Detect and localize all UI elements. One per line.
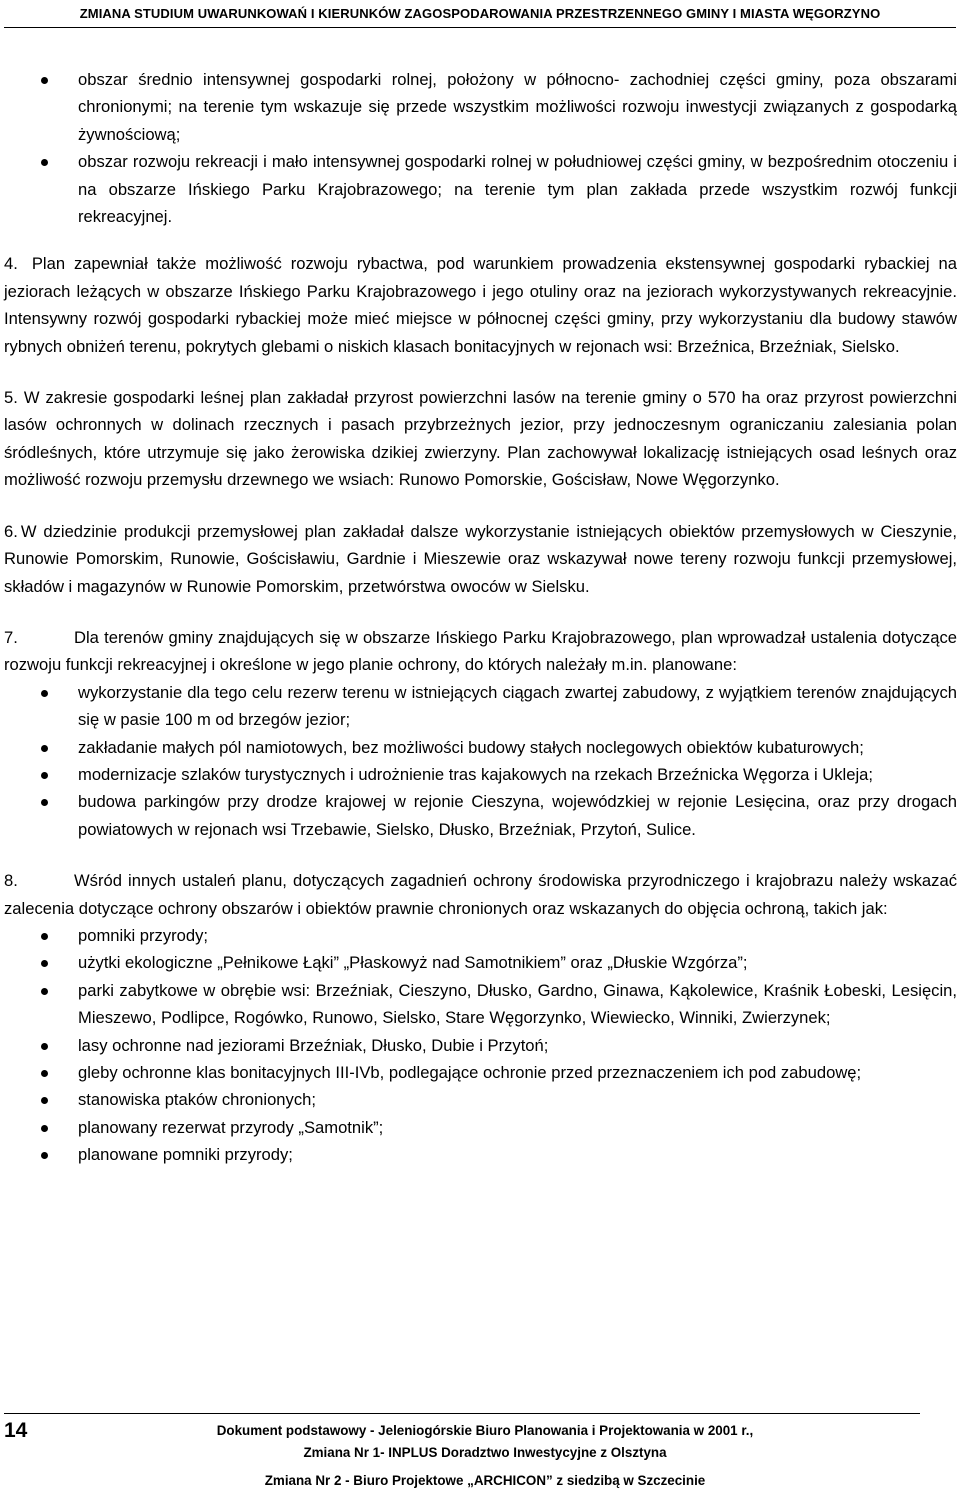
footer-line-1: Dokument podstawowy - Jeleniogórskie Biuro Planowania i Projektowania w 2001 r., (216, 1423, 754, 1438)
document-footer (195, 1420, 775, 1492)
list-item: gleby ochronne klas bonitacyjnych III-IVb, podlegające ochronie przed przeznaczeniem ich pod zabudowę; (4, 1059, 957, 1086)
section-6 (4, 518, 957, 600)
section-4 (4, 250, 957, 360)
footer-line-3: Zmiana Nr 2 - Biuro Projektowe „ARCHICON” z siedzibą w Szczecinie (264, 1473, 706, 1488)
list-item: planowane pomniki przyrody; (4, 1141, 957, 1168)
section-number: 6. (4, 521, 18, 541)
section-text: W dziedzinie produkcji przemysłowej plan zakładał dalsze wykorzystanie istniejących obiektów przemysłowych w Cieszynie, Runowie Pomorskim, Runowie, Gościsławiu, Gardnie i Mieszewie oraz wskazywał nowe tereny rozwoju funkcji przemysłowej, składów i magazynów w Runowie Pomorskim, przetwórstwa owoców w Sielsku. (4, 521, 957, 596)
section-7 (4, 624, 957, 679)
page-number: 14 (4, 1419, 28, 1442)
list-item: obszar średnio intensywnej gospodarki rolnej, położony w północno- zachodniej części gminy, poza obszarami chronionymi; na terenie tym wskazuje się przede wszystkim możliwości rozwoju inwestycji związanych z gospodarką żywnościową; (4, 66, 957, 148)
list-item: wykorzystanie dla tego celu rezerw terenu w istniejących ciągach zwartej zabudowy, z wyjątkiem terenów znajdujących się w pasie 100 m od brzegów jezior; (4, 679, 957, 734)
section-number: 4. (4, 254, 18, 274)
list-item: obszar rozwoju rekreacji i mało intensywnej gospodarki rolnej w południowej części gminy, w bezpośrednim otoczeniu i na obszarze Ińskiego Parku Krajobrazowego; na terenie tym plan zakłada przede wszystkim rozwój funkcji rekreacyjnej. (4, 148, 957, 230)
document-body (4, 66, 957, 1193)
document-header: ZMIANA STUDIUM UWARUNKOWAŃ I KIERUNKÓW ZAGOSPODAROWANIA PRZESTRZENNEGO GMINY I MIASTA WĘGORZYNO (79, 6, 881, 21)
footer-line-2: Zmiana Nr 1- INPLUS Doradztwo Inwestycyjne z Olsztyna (303, 1444, 667, 1460)
section-text: W zakresie gospodarki leśnej plan zakładał przyrost powierzchni lasów na terenie gminy o 570 ha oraz przyrost powierzchni lasów ochronnych w dolinach rzecznych i pasach przybrzeżnych jezior, przy jednoczesnym ograniczaniu zalesiania polan śródleśnych, które utrzymuje się jako żerowiska dzikiej zwierzyny. Plan zachowywał lokalizację istniejących osad leśnych oraz możliwość rozwoju przemysłu drzewnego we wsiach: Runowo Pomorskie, Gościsław, Nowe Węgorzynko. (4, 388, 957, 490)
section-text: Wśród innych ustaleń planu, dotyczących zagadnień ochrony środowiska przyrodniczego i krajobrazu należy wskazać zalecenia dotyczące ochrony obszarów i obiektów prawnie chronionych oraz wskazanych do objęcia ochroną, takich jak: (4, 871, 957, 918)
list-item: budowa parkingów przy drodze krajowej w rejonie Cieszyna, wojewódzkiej w rejonie Lesięcina, oraz przy drogach powiatowych w rejonach wsi Trzebawie, Sielsko, Dłusko, Brzeźniak, Przytoń, Sulice. (4, 788, 957, 843)
list-item: zakładanie małych pól namiotowych, bez możliwości budowy stałych noclegowych obiektów kubaturowych; (4, 734, 957, 761)
section-number: 8. (4, 871, 18, 891)
list-item: pomniki przyrody; (4, 922, 957, 949)
section-5 (4, 384, 957, 494)
list-item: modernizacje szlaków turystycznych i udrożnienie tras kajakowych na rzekach Brzeźnicka Węgorza i Ukleja; (4, 761, 957, 788)
section-text: Dla terenów gminy znajdujących się w obszarze Ińskiego Parku Krajobrazowego, plan wprowadzał ustalenia dotyczące rozwoju funkcji rekreacyjnej i określone w jego planie ochrony, do których należały m.in. planowane: (4, 627, 957, 675)
section-8-bullet-list (4, 922, 957, 1169)
section-8 (4, 867, 957, 922)
section-7-bullet-list (4, 679, 957, 843)
footer-divider (4, 1413, 920, 1414)
list-item: stanowiska ptaków chronionych; (4, 1086, 957, 1113)
header-divider (4, 27, 956, 28)
list-item: parki zabytkowe w obrębie wsi: Brzeźniak, Cieszyno, Dłusko, Gardno, Ginawa, Kąkolewice, Kraśnik Łobeski, Lesięcin, Mieszewo, Podlipce, Rogówko, Runowo, Sielsko, Stare Węgorzynko, Wiewiecko, Winniki, Zwierzynek; (4, 977, 957, 1032)
top-bullet-list (4, 66, 957, 230)
section-text: Plan zapewniał także możliwość rozwoju rybactwa, pod warunkiem prowadzenia ekstensywnej gospodarki rybackiej na jeziorach leżących w obszarze Ińskiego Parku Krajobrazowego i jego otuliny oraz na jeziorach wykorzystywanych rekreacyjnie. Intensywny rozwój gospodarki rybackiej może mieć miejsce w północnej części gminy, przy wykorzystaniu dla budowy stawów rybnych obniżeń terenu, pokrytych glebami o niskich klasach bonitacyjnych w rejonach wsi: Brzeźnica, Brzeźniak, Sielsko. (4, 254, 957, 356)
section-number: 5. (4, 388, 18, 408)
list-item: planowany rezerwat przyrody „Samotnik”; (4, 1114, 957, 1141)
list-item: lasy ochronne nad jeziorami Brzeźniak, Dłusko, Dubie i Przytoń; (4, 1032, 957, 1059)
section-number: 7. (4, 627, 18, 647)
list-item: użytki ekologiczne „Pełnikowe Łąki” „Płaskowyż nad Samotnikiem” oraz „Dłuskie Wzgórza”; (4, 949, 957, 976)
